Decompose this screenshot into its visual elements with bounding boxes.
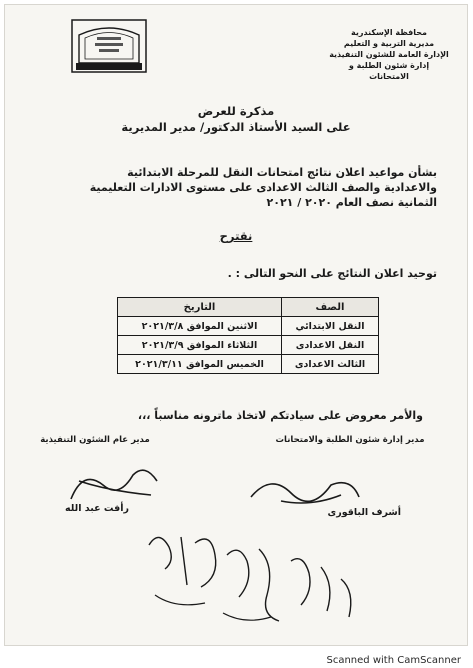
memo-heading [5, 103, 467, 135]
subject-paragraph [31, 165, 437, 210]
scanner-watermark: Scanned with CamScanner [326, 655, 461, 666]
memo-addressee: على السيد الأستاذ الدكتور/ مدير المديرية [121, 120, 351, 134]
subject-line: والاعدادية والصف الثالث الاعدادى على مستوى الادارات التعليمية [89, 181, 437, 194]
proposal-label: نقترح [219, 229, 253, 243]
date-cell: الاثنين الموافق ٢٠٢١/٣/٨ [118, 317, 282, 336]
signature-name-left: رأفت عبد الله [65, 503, 129, 514]
ministry-logo-icon [71, 19, 147, 73]
grade-cell: النقل الاعدادى [282, 336, 379, 355]
table-row [118, 317, 379, 336]
closing-text: والأمر معروض على سيادتكم لاتخاذ ماترونه مناسباً ،،، [137, 409, 423, 422]
date-cell: الثلاثاء الموافق ٢٠٢١/٣/٩ [118, 336, 282, 355]
table-header-row [118, 298, 379, 317]
letterhead-line: الإدارة العامة للشئون التنفيذية [329, 50, 449, 59]
signature-scrawl-right-icon [241, 467, 371, 511]
signature-name-right: أشرف الباقورى [327, 507, 401, 518]
letterhead-line: إدارة شئون الطلبة و الامتحانات [348, 61, 430, 81]
grade-cell: الثالث الاعدادى [282, 355, 379, 374]
letterhead-line: مديرية التربية و التعليم [343, 39, 435, 48]
table-row [118, 355, 379, 374]
grade-cell: النقل الابتدائي [282, 317, 379, 336]
results-schedule-table [117, 297, 379, 374]
intro-text: توحيد اعلان النتائج على النحو التالى : . [227, 267, 437, 280]
table-row [118, 336, 379, 355]
subject-line: الثمانية نصف العام ٢٠٢٠ / ٢٠٢١ [266, 196, 437, 209]
memo-title: مذكرة للعرض [197, 104, 275, 118]
signature-scrawl-left-icon [59, 461, 169, 509]
signature-title-right: مدير إدارة شئون الطلبة والامتحانات [275, 435, 425, 445]
date-cell: الخميس الموافق ٢٠٢١/٣/١١ [118, 355, 282, 374]
subject-line: بشأن مواعيد اعلان نتائج امتحانات النقل للمرحلة الابتدائية [127, 166, 437, 179]
handwritten-annotation-icon [135, 525, 375, 635]
grade-column-header: الصف [282, 298, 379, 317]
document-page [4, 4, 468, 646]
date-column-header: التاريخ [118, 298, 282, 317]
letterhead-line: محافظة الإسكندرية [351, 28, 427, 37]
letterhead [329, 27, 449, 82]
signature-title-left: مدير عام الشئون التنفيذية [40, 435, 150, 445]
